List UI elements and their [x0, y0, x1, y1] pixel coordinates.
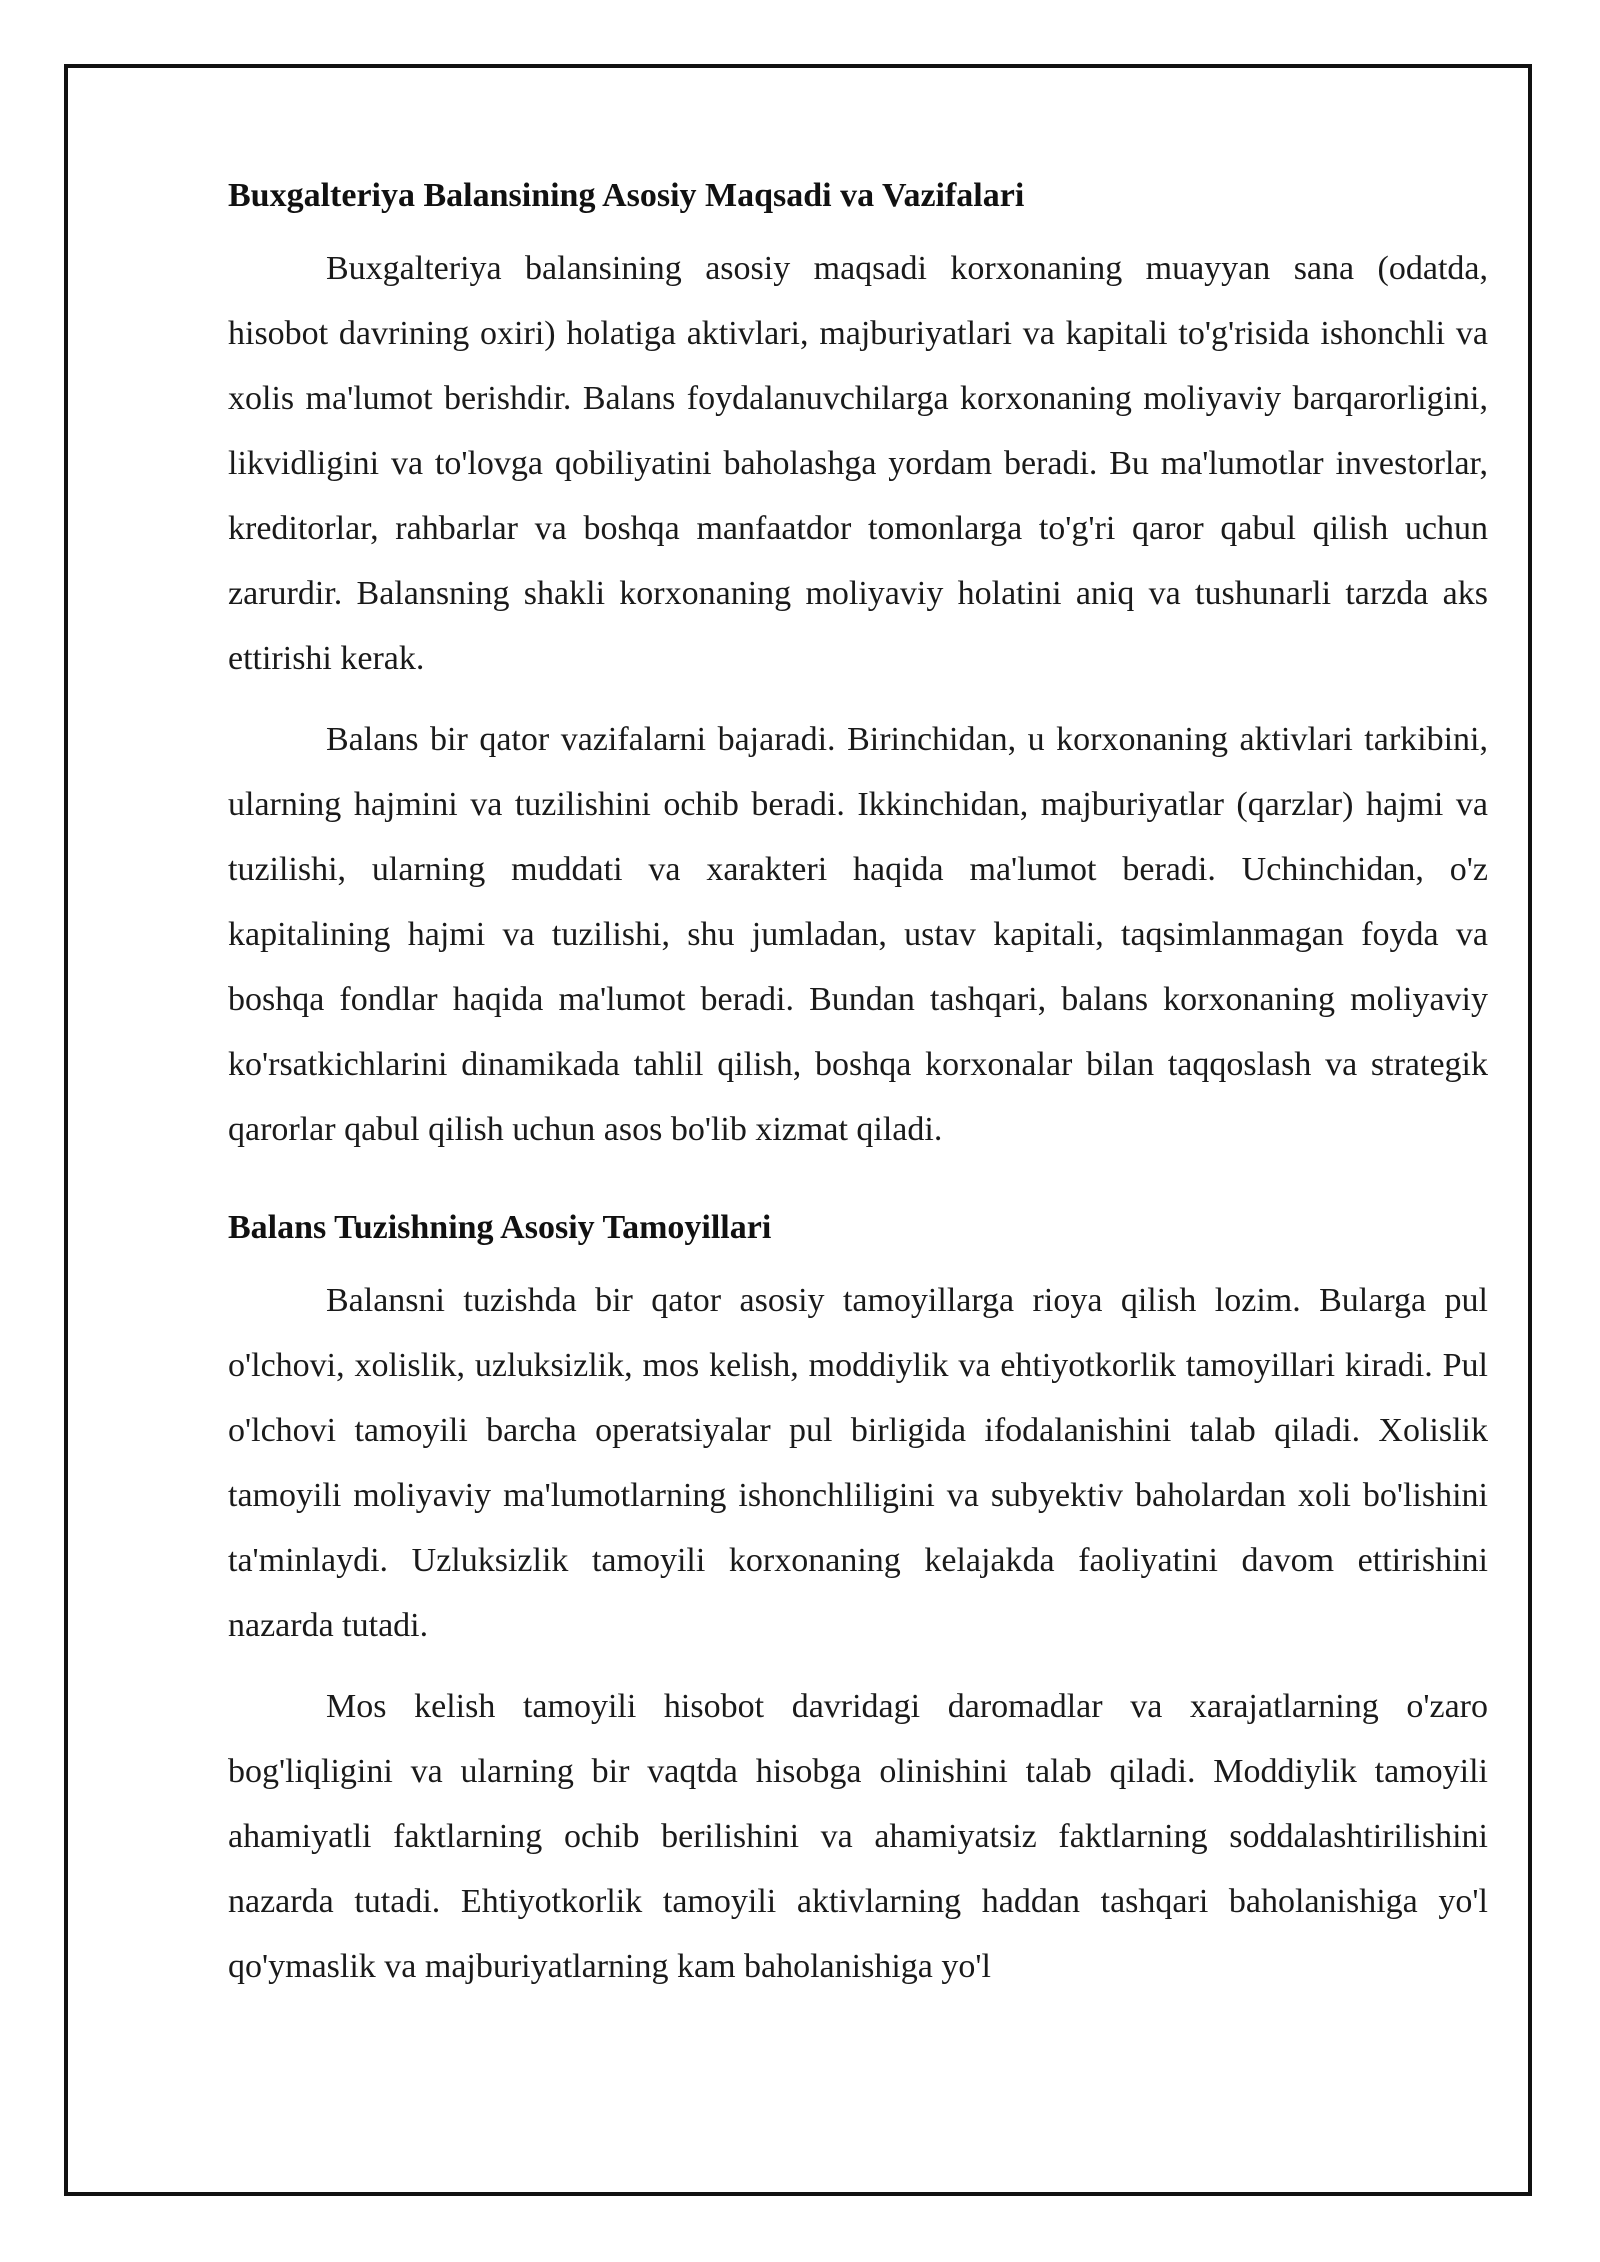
section-heading-balance-principles: Balans Tuzishning Asosiy Tamoyillari — [228, 1209, 772, 1246]
section-heading-balance-purpose: Buxgalteriya Balansining Asosiy Maqsadi va Vazifalari — [228, 177, 1025, 214]
paragraph-balance-purpose: Buxgalteriya balansining asosiy maqsadi korxonaning muayyan sana (odatda, hisobot davrining oxiri) holatiga aktivlari, majburiyatlari va kapitali to'g'risida ishonchli va xolis ma'lumot berishdir. Balans foydalanuvchilarga korxonaning moliyaviy barqarorligini, likvidligini va to'lovga qobiliyatini baholashga yordam beradi. Bu ma'lumotlar investorlar, kreditorlar, rahbarlar va boshqa manfaatdor tomonlarga to'g'ri qaror qabul qilish uchun zarurdir. Balansning shakli korxonaning moliyaviy holatini aniq va tushunarli tarzda aks ettirishi kerak. — [228, 250, 1488, 677]
paragraph-balance-functions: Balans bir qator vazifalarni bajaradi. Birinchidan, u korxonaning aktivlari tarkibini, ularning hajmini va tuzilishini ochib beradi. Ikkinchidan, majburiyatlar (qarzlar) hajmi va tuzilishi, ularning muddati va xarakteri haqida ma'lumot beradi. Uchinchidan, o'z kapitalining hajmi va tuzilishi, shu jumladan, ustav kapitali, taqsimlanmagan foyda va boshqa fondlar haqida ma'lumot beradi. Bundan tashqari, balans korxonaning moliyaviy ko'rsatkichlarini dinamikada tahlil qilish, boshqa korxonalar bilan taqqoslash va strategik qarorlar qabul qilish uchun asos bo'lib xizmat qiladi. — [228, 721, 1488, 1148]
document-body — [228, 160, 1488, 2015]
paragraph-principles-overview: Balansni tuzishda bir qator asosiy tamoyillarga rioya qilish lozim. Bularga pul o'lchovi, xolislik, uzluksizlik, mos kelish, moddiylik va ehtiyotkorlik tamoyillari kiradi. Pul o'lchovi tamoyili barcha operatsiyalar pul birligida ifodalanishini talab qiladi. Xolislik tamoyili moliyaviy ma'lumotlarning ishonchliligini va subyektiv baholardan xoli bo'lishini ta'minlaydi. Uzluksizlik tamoyili korxonaning kelajakda faoliyatini davom ettirishini nazarda tutadi. — [228, 1282, 1488, 1644]
paragraph-principles-details: Mos kelish tamoyili hisobot davridagi daromadlar va xarajatlarning o'zaro bog'liqligini va ularning bir vaqtda hisobga olinishini talab qiladi. Moddiylik tamoyili ahamiyatli faktlarning ochib berilishini va ahamiyatsiz faktlarning soddalashtirilishini nazarda tutadi. Ehtiyotkorlik tamoyili aktivlarning haddan tashqari baholanishiga yo'l qo'ymaslik va majburiyatlarning kam baholanishiga yo'l — [228, 1688, 1488, 1985]
